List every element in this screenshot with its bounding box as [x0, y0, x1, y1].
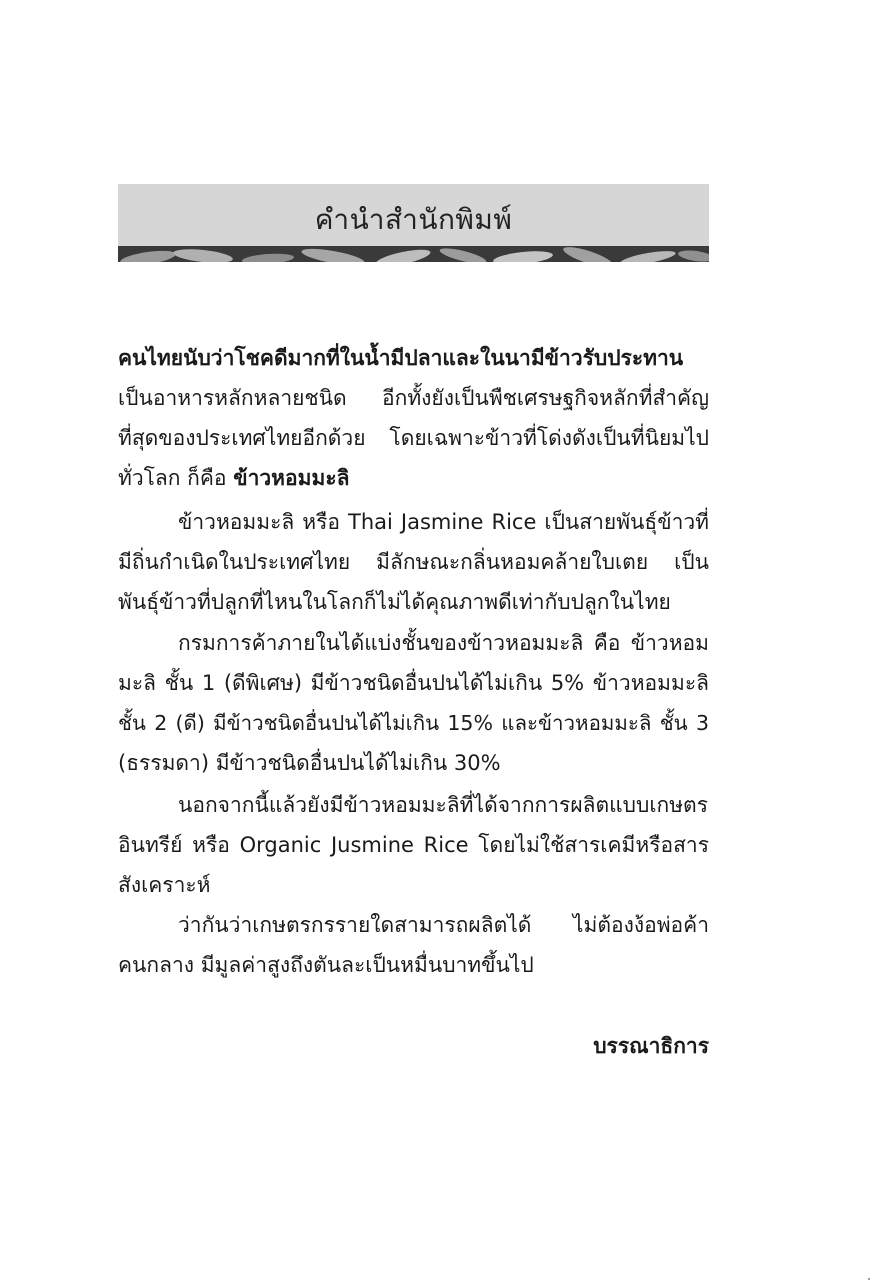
text-line: นอกจากนี้แล้วยังมีข้าวหอมมะลิที่ได้จากการผลิตแบบเกษตร: [178, 793, 708, 817]
paragraph-jasmine-rice: [118, 502, 709, 622]
rice-grain-strip-image: [118, 246, 709, 262]
text-line: (ธรรมดา) มีข้าวชนิดอื่นปนได้ไม่เกิน 30%: [118, 751, 501, 775]
text-line: อินทรีย์ หรือ Organic Jusmine Rice โดยไม่ใช้สารเคมีหรือสาร: [118, 833, 709, 857]
text-line: คนไทยนับว่าโชคดีมากที่ในน้ำมีปลาและในนามีข้าวรับประทาน: [118, 346, 684, 370]
text-fragment: ทั่วโลก ก็คือ: [118, 466, 234, 490]
page-corner-mark: [868, 1278, 870, 1280]
header-band: [118, 184, 709, 246]
editor-signature: บรรณาธิการ: [593, 1034, 709, 1058]
text-line: สังเคราะห์: [118, 873, 211, 897]
chapter-header: [118, 184, 709, 262]
text-line: กรมการค้าภายในได้แบ่งชั้นของข้าวหอมมะลิ คือ ข้าวหอม: [178, 631, 709, 655]
text-line: พันธุ์ข้าวที่ปลูกที่ไหนในโลกก็ไม่ได้คุณภาพดีเท่ากับปลูกในไทย: [118, 590, 671, 614]
text-line: เป็นอาหารหลักหลายชนิด อีกทั้งยังเป็นพืชเศรษฐกิจหลักที่สำคัญ: [118, 386, 709, 410]
highlight-term: ข้าวหอมมะลิ: [233, 466, 350, 490]
text-line: มีถิ่นกำเนิดในประเทศไทย มีลักษณะกลิ่นหอมคล้ายใบเตย เป็น: [118, 550, 709, 574]
text-line: มะลิ ชั้น 1 (ดีพิเศษ) มีข้าวชนิดอื่นปนได้ไม่เกิน 5% ข้าวหอมมะลิ: [118, 671, 709, 695]
text-line: คนกลาง มีมูลค่าสูงถึงตันละเป็นหมื่นบาทขึ้นไป: [118, 953, 534, 977]
paragraph-intro: [118, 338, 709, 498]
text-line: ข้าวหอมมะลิ หรือ Thai Jasmine Rice เป็นสายพันธุ์ข้าวที่: [178, 510, 709, 534]
paragraph-organic: [118, 785, 709, 905]
text-line: ว่ากันว่าเกษตรกรรายใดสามารถผลิตได้ ไม่ต้องง้อพ่อค้า: [178, 913, 709, 937]
page-title: คำนำสำนักพิมพ์: [314, 203, 513, 236]
paragraph-grades: [118, 623, 709, 783]
text-line: ที่สุดของประเทศไทยอีกด้วย โดยเฉพาะข้าวที่โด่งดังเป็นที่นิยมไป: [118, 426, 709, 450]
paragraph-farmers: [118, 905, 709, 985]
text-line: [118, 458, 709, 498]
text-line: ชั้น 2 (ดี) มีข้าวชนิดอื่นปนได้ไม่เกิน 15% และข้าวหอมมะลิ ชั้น 3: [118, 711, 709, 735]
